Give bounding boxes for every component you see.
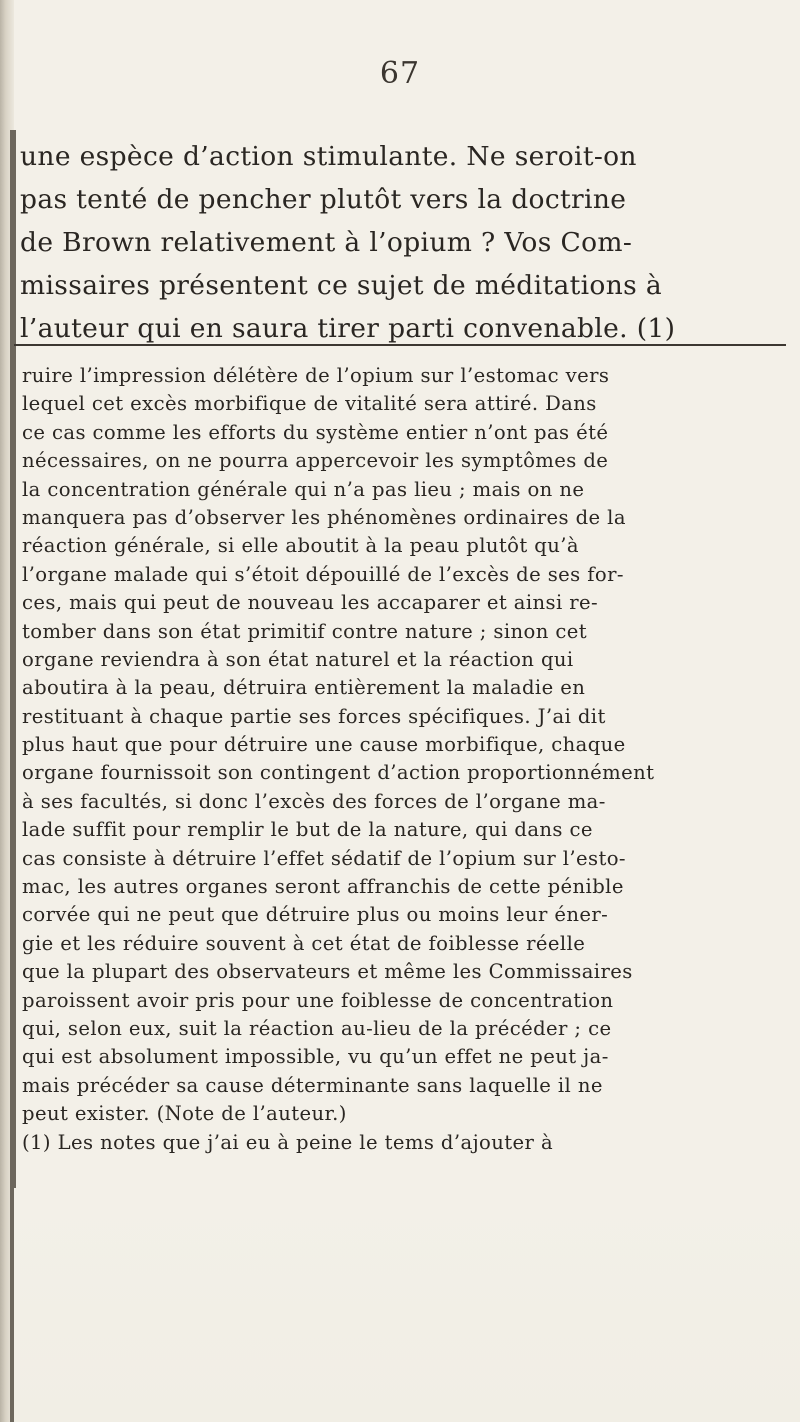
footnote-line: organe reviendra à son état naturel et la réaction qui	[22, 647, 574, 671]
main-text-line: l’auteur qui en saura tirer parti convenable. (1)	[20, 313, 676, 344]
footnote-line: aboutira à la peau, détruira entièrement la maladie en	[22, 676, 586, 700]
footnote-line: qui est absolument impossible, vu qu’un effet ne peut ja-	[22, 1045, 609, 1069]
blank-page-area	[14, 1188, 800, 1422]
footnote-line: ces, mais qui peut de nouveau les accaparer et ainsi re-	[22, 591, 599, 615]
main-text-line: pas tenté de pencher plutôt vers la doctrine	[20, 184, 627, 215]
main-paragraph	[20, 135, 790, 350]
footnote-line: peut exister. (Note de l’auteur.)	[22, 1102, 347, 1126]
footnote-separator-rule	[14, 344, 786, 346]
page-number: 67	[379, 56, 421, 91]
footnote-line: réaction générale, si elle aboutit à la peau plutôt qu’à	[22, 534, 579, 558]
main-text-line: missaires présentent ce sujet de méditations à	[20, 270, 663, 301]
footnote-line: lequel cet excès morbifique de vitalité sera attiré. Dans	[22, 392, 597, 416]
footnote-line: que la plupart des observateurs et même les Commissaires	[22, 960, 633, 984]
footnote-line: ce cas comme les efforts du système entier n’ont pas été	[22, 420, 609, 444]
footnote-line: manquera pas d’observer les phénomènes ordinaires de la	[22, 505, 626, 529]
footnote-line: organe fournissoit son contingent d’action proportionnément	[22, 761, 655, 785]
footnote-block	[22, 362, 790, 1157]
footnote-line: nécessaires, on ne pourra appercevoir les symptômes de	[22, 449, 609, 473]
main-text-line: une espèce d’action stimulante. Ne seroit-on	[20, 141, 637, 172]
footnote-line: lade suffit pour remplir le but de la nature, qui dans ce	[22, 818, 593, 842]
footnote-line: à ses facultés, si donc l’excès des forces de l’organe ma-	[22, 789, 606, 813]
footnote-line: paroissent avoir pris pour une foiblesse de concentration	[22, 988, 614, 1012]
footnote-line: l’organe malade qui s’étoit dépouillé de l’excès de ses for-	[22, 562, 624, 586]
footnote-line: cas consiste à détruire l’effet sédatif de l’opium sur l’esto-	[22, 846, 626, 870]
footnote-line: mais précéder sa cause déterminante sans laquelle il ne	[22, 1073, 603, 1097]
footnote-line: corvée qui ne peut que détruire plus ou moins leur éner-	[22, 903, 609, 927]
footnote-line: la concentration générale qui n’a pas lieu ; mais on ne	[22, 477, 585, 501]
footnote-line: tomber dans son état primitif contre nature ; sinon cet	[22, 619, 587, 643]
footnote-line: ruire l’impression délétère de l’opium sur l’estomac vers	[22, 364, 610, 387]
footnote-line: restituant à chaque partie ses forces spécifiques. J’ai dit	[22, 704, 606, 728]
footnote-line: gie et les réduire souvent à cet état de foiblesse réelle	[22, 931, 586, 955]
footnote-line: plus haut que pour détruire une cause morbifique, chaque	[22, 733, 626, 757]
footnote-line: mac, les autres organes seront affranchis de cette pénible	[22, 875, 624, 899]
footnote-line: (1) Les notes que j’ai eu à peine le tems d’ajouter à	[22, 1130, 554, 1154]
main-text-line: de Brown relativement à l’opium ? Vos Com-	[20, 227, 633, 258]
footnote-line: qui, selon eux, suit la réaction au-lieu de la précéder ; ce	[22, 1016, 612, 1040]
